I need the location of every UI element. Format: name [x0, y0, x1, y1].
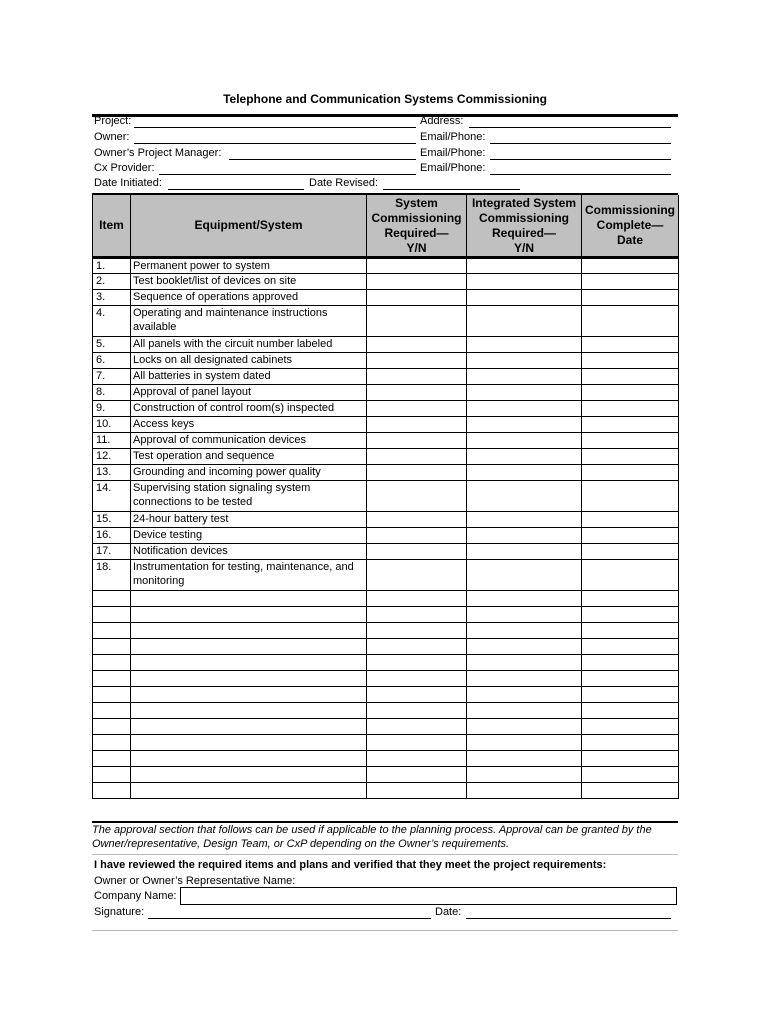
- blank-equipment-cell[interactable]: [131, 655, 367, 671]
- row-integrated-cx-cell[interactable]: [467, 385, 582, 401]
- blank-integrated-cx-cell[interactable]: [467, 703, 582, 719]
- blank-integrated-cx-cell[interactable]: [467, 591, 582, 607]
- row-complete-cell[interactable]: [582, 560, 679, 591]
- blank-row: [93, 639, 679, 655]
- table-row: [93, 512, 679, 528]
- row-complete-cell[interactable]: [582, 481, 679, 512]
- cx-email-label: Email/Phone:: [420, 162, 486, 174]
- blank-complete-cell[interactable]: [582, 767, 679, 783]
- row-number: 14.: [93, 481, 131, 512]
- blank-row: [93, 719, 679, 735]
- table-row: [93, 401, 679, 417]
- table-row: [93, 560, 679, 591]
- col-integrated-cx-header: [467, 195, 582, 258]
- table-row: [93, 353, 679, 369]
- opm-field[interactable]: [229, 159, 416, 160]
- header-line: Y/N: [513, 240, 534, 255]
- table-row: [93, 337, 679, 353]
- row-system-cx-cell[interactable]: [367, 433, 467, 449]
- signature-label: Signature:: [94, 906, 145, 918]
- table-row: [93, 544, 679, 560]
- blank-row: [93, 703, 679, 719]
- row-integrated-cx-cell[interactable]: [467, 433, 582, 449]
- note-rule: [92, 854, 678, 855]
- row-complete-cell[interactable]: [582, 369, 679, 385]
- blank-equipment-cell[interactable]: [131, 703, 367, 719]
- row-equipment: All batteries in system dated: [131, 369, 367, 385]
- row-equipment: 24-hour battery test: [131, 512, 367, 528]
- row-number: 10.: [93, 417, 131, 433]
- row-equipment: Device testing: [131, 528, 367, 544]
- row-integrated-cx-cell[interactable]: [467, 449, 582, 465]
- row-complete-cell[interactable]: [582, 258, 679, 274]
- row-integrated-cx-cell[interactable]: [467, 512, 582, 528]
- blank-complete-cell[interactable]: [582, 703, 679, 719]
- approval-note: The approval section that follows can be used if applicable to the planning process. Approval can be granted by the Owner/representative, Design Team, or CxP depending on the Owner’s requirements.: [92, 824, 652, 850]
- col-system-cx-header: [367, 195, 467, 258]
- blank-system-cx-cell[interactable]: [367, 735, 467, 751]
- row-equipment: All panels with the circuit number labeled: [131, 337, 367, 353]
- row-system-cx-cell[interactable]: [367, 417, 467, 433]
- row-system-cx-cell[interactable]: [367, 512, 467, 528]
- owner-field[interactable]: [134, 143, 416, 144]
- blank-system-cx-cell[interactable]: [367, 783, 467, 799]
- header-line: System: [395, 195, 438, 210]
- header-line: Integrated System: [471, 195, 577, 210]
- signature-field[interactable]: [148, 918, 431, 919]
- cx-field[interactable]: [159, 174, 416, 175]
- table-row: [93, 274, 679, 290]
- header-line: Commissioning: [478, 210, 569, 225]
- blank-equipment-cell[interactable]: [131, 767, 367, 783]
- row-equipment: Notification devices: [131, 544, 367, 560]
- blank-integrated-cx-cell[interactable]: [467, 783, 582, 799]
- blank-complete-cell[interactable]: [582, 719, 679, 735]
- blank-row: [93, 671, 679, 687]
- table-row: [93, 417, 679, 433]
- blank-number-cell[interactable]: [93, 687, 131, 703]
- row-equipment: Test booklet/list of devices on site: [131, 274, 367, 290]
- row-integrated-cx-cell[interactable]: [467, 337, 582, 353]
- header-line: Commissioning: [371, 210, 462, 225]
- blank-integrated-cx-cell[interactable]: [467, 671, 582, 687]
- row-system-cx-cell[interactable]: [367, 465, 467, 481]
- blank-equipment-cell[interactable]: [131, 639, 367, 655]
- row-number: 18.: [93, 560, 131, 591]
- row-number: 16.: [93, 528, 131, 544]
- row-equipment: Locks on all designated cabinets: [131, 353, 367, 369]
- blank-row: [93, 767, 679, 783]
- blank-integrated-cx-cell[interactable]: [467, 607, 582, 623]
- row-number: 11.: [93, 433, 131, 449]
- row-number: 3.: [93, 290, 131, 306]
- opm-email-field[interactable]: [490, 159, 671, 160]
- blank-equipment-cell[interactable]: [131, 687, 367, 703]
- row-number: 6.: [93, 353, 131, 369]
- row-equipment: Construction of control room(s) inspected: [131, 401, 367, 417]
- blank-complete-cell[interactable]: [582, 671, 679, 687]
- row-integrated-cx-cell[interactable]: [467, 401, 582, 417]
- company-field[interactable]: [180, 887, 677, 905]
- blank-number-cell[interactable]: [93, 703, 131, 719]
- row-system-cx-cell[interactable]: [367, 290, 467, 306]
- row-equipment: Approval of communication devices: [131, 433, 367, 449]
- row-complete-cell[interactable]: [582, 512, 679, 528]
- blank-equipment-cell[interactable]: [131, 735, 367, 751]
- row-system-cx-cell[interactable]: [367, 449, 467, 465]
- row-integrated-cx-cell[interactable]: [467, 290, 582, 306]
- row-number: 8.: [93, 385, 131, 401]
- row-integrated-cx-cell[interactable]: [467, 353, 582, 369]
- rep-name-label: Owner or Owner’s Representative Name:: [94, 875, 296, 887]
- row-integrated-cx-cell[interactable]: [467, 417, 582, 433]
- blank-equipment-cell[interactable]: [131, 751, 367, 767]
- row-number: 9.: [93, 401, 131, 417]
- row-integrated-cx-cell[interactable]: [467, 560, 582, 591]
- row-integrated-cx-cell[interactable]: [467, 528, 582, 544]
- blank-system-cx-cell[interactable]: [367, 623, 467, 639]
- approval-statement: I have reviewed the required items and plans and verified that they meet the project requirements:: [94, 859, 607, 871]
- blank-system-cx-cell[interactable]: [367, 671, 467, 687]
- blank-integrated-cx-cell[interactable]: [467, 687, 582, 703]
- blank-complete-cell[interactable]: [582, 687, 679, 703]
- owner-email-field[interactable]: [490, 143, 671, 144]
- row-equipment: Permanent power to system: [131, 258, 367, 274]
- blank-row: [93, 623, 679, 639]
- row-number: 2.: [93, 274, 131, 290]
- blank-row: [93, 751, 679, 767]
- blank-system-cx-cell[interactable]: [367, 703, 467, 719]
- address-field[interactable]: [469, 127, 671, 128]
- row-number: 1.: [93, 258, 131, 274]
- row-number: 4.: [93, 306, 131, 337]
- blank-row: [93, 783, 679, 799]
- blank-number-cell[interactable]: [93, 671, 131, 687]
- row-complete-cell[interactable]: [582, 433, 679, 449]
- row-complete-cell[interactable]: [582, 306, 679, 337]
- cx-label: Cx Provider:: [94, 162, 155, 174]
- bottom-rule: [92, 930, 678, 931]
- blank-system-cx-cell[interactable]: [367, 655, 467, 671]
- row-equipment: Test operation and sequence: [131, 449, 367, 465]
- row-system-cx-cell[interactable]: [367, 544, 467, 560]
- blank-system-cx-cell[interactable]: [367, 607, 467, 623]
- row-system-cx-cell[interactable]: [367, 353, 467, 369]
- commissioning-table: [92, 195, 679, 799]
- row-complete-cell[interactable]: [582, 544, 679, 560]
- date-revised-label: Date Revised:: [309, 177, 379, 189]
- blank-complete-cell[interactable]: [582, 623, 679, 639]
- blank-system-cx-cell[interactable]: [367, 751, 467, 767]
- date-field[interactable]: [466, 918, 671, 919]
- blank-complete-cell[interactable]: [582, 655, 679, 671]
- blank-number-cell[interactable]: [93, 751, 131, 767]
- opm-email-label: Email/Phone:: [420, 147, 486, 159]
- blank-system-cx-cell[interactable]: [367, 687, 467, 703]
- row-equipment: Approval of panel layout: [131, 385, 367, 401]
- row-equipment: Supervising station signaling system connections to be tested: [131, 481, 367, 512]
- row-equipment: Sequence of operations approved: [131, 290, 367, 306]
- row-complete-cell[interactable]: [582, 274, 679, 290]
- project-label: Project:: [94, 115, 132, 127]
- blank-complete-cell[interactable]: [582, 639, 679, 655]
- date-initiated-label: Date Initiated:: [94, 177, 162, 189]
- row-complete-cell[interactable]: [582, 290, 679, 306]
- row-equipment: Access keys: [131, 417, 367, 433]
- row-complete-cell[interactable]: [582, 337, 679, 353]
- blank-complete-cell[interactable]: [582, 607, 679, 623]
- owner-label: Owner:: [94, 131, 130, 143]
- blank-integrated-cx-cell[interactable]: [467, 623, 582, 639]
- row-system-cx-cell[interactable]: [367, 274, 467, 290]
- blank-row: [93, 655, 679, 671]
- table-row: [93, 465, 679, 481]
- header-line: Required—: [384, 225, 449, 240]
- blank-integrated-cx-cell[interactable]: [467, 655, 582, 671]
- row-system-cx-cell[interactable]: [367, 306, 467, 337]
- blank-integrated-cx-cell[interactable]: [467, 751, 582, 767]
- table-row: [93, 433, 679, 449]
- table-row: [93, 481, 679, 512]
- row-integrated-cx-cell[interactable]: [467, 258, 582, 274]
- row-integrated-cx-cell[interactable]: [467, 306, 582, 337]
- blank-number-cell[interactable]: [93, 783, 131, 799]
- address-label: Address:: [420, 115, 464, 127]
- blank-complete-cell[interactable]: [582, 783, 679, 799]
- row-equipment: Instrumentation for testing, maintenance, and monitoring: [131, 560, 367, 591]
- company-label: Company Name:: [94, 890, 177, 902]
- row-complete-cell[interactable]: [582, 353, 679, 369]
- blank-equipment-cell[interactable]: [131, 671, 367, 687]
- blank-integrated-cx-cell[interactable]: [467, 735, 582, 751]
- header-line: Complete—: [596, 218, 664, 232]
- blank-number-cell[interactable]: [93, 639, 131, 655]
- row-number: 15.: [93, 512, 131, 528]
- header-line: Commissioning: [584, 203, 675, 217]
- date-initiated-field[interactable]: [168, 189, 304, 190]
- row-system-cx-cell[interactable]: [367, 481, 467, 512]
- row-system-cx-cell[interactable]: [367, 401, 467, 417]
- blank-system-cx-cell[interactable]: [367, 719, 467, 735]
- blank-row: [93, 687, 679, 703]
- blank-system-cx-cell[interactable]: [367, 591, 467, 607]
- row-complete-cell[interactable]: [582, 465, 679, 481]
- blank-number-cell[interactable]: [93, 591, 131, 607]
- blank-equipment-cell[interactable]: [131, 591, 367, 607]
- blank-equipment-cell[interactable]: [131, 783, 367, 799]
- row-system-cx-cell[interactable]: [367, 258, 467, 274]
- table-row: [93, 369, 679, 385]
- title-rule: [92, 114, 678, 117]
- table-row: [93, 258, 679, 274]
- blank-complete-cell[interactable]: [582, 735, 679, 751]
- cx-email-field[interactable]: [490, 174, 671, 175]
- blank-complete-cell[interactable]: [582, 751, 679, 767]
- col-item-header: Item: [93, 195, 131, 258]
- owner-email-label: Email/Phone:: [420, 131, 486, 143]
- date-label: Date:: [435, 906, 462, 918]
- project-field[interactable]: [134, 127, 416, 128]
- blank-row: [93, 735, 679, 751]
- header-line: Y/N: [406, 240, 427, 255]
- row-complete-cell[interactable]: [582, 528, 679, 544]
- row-system-cx-cell[interactable]: [367, 369, 467, 385]
- blank-number-cell[interactable]: [93, 623, 131, 639]
- row-number: 12.: [93, 449, 131, 465]
- blank-number-cell[interactable]: [93, 735, 131, 751]
- blank-equipment-cell[interactable]: [131, 623, 367, 639]
- col-complete-header: [582, 195, 679, 258]
- row-integrated-cx-cell[interactable]: [467, 481, 582, 512]
- row-integrated-cx-cell[interactable]: [467, 369, 582, 385]
- row-system-cx-cell[interactable]: [367, 528, 467, 544]
- table-row: [93, 306, 679, 337]
- blank-number-cell[interactable]: [93, 767, 131, 783]
- row-integrated-cx-cell[interactable]: [467, 544, 582, 560]
- row-complete-cell[interactable]: [582, 401, 679, 417]
- blank-integrated-cx-cell[interactable]: [467, 719, 582, 735]
- row-system-cx-cell[interactable]: [367, 337, 467, 353]
- blank-number-cell[interactable]: [93, 719, 131, 735]
- row-system-cx-cell[interactable]: [367, 385, 467, 401]
- row-number: 13.: [93, 465, 131, 481]
- header-line: Required—: [491, 225, 556, 240]
- blank-equipment-cell[interactable]: [131, 607, 367, 623]
- row-integrated-cx-cell[interactable]: [467, 465, 582, 481]
- row-integrated-cx-cell[interactable]: [467, 274, 582, 290]
- table-row: [93, 385, 679, 401]
- blank-integrated-cx-cell[interactable]: [467, 767, 582, 783]
- row-system-cx-cell[interactable]: [367, 560, 467, 591]
- table-row: [93, 290, 679, 306]
- blank-row: [93, 607, 679, 623]
- blank-row: [93, 591, 679, 607]
- row-number: 5.: [93, 337, 131, 353]
- blank-system-cx-cell[interactable]: [367, 639, 467, 655]
- row-complete-cell[interactable]: [582, 385, 679, 401]
- row-equipment: Grounding and incoming power quality: [131, 465, 367, 481]
- table-row: [93, 528, 679, 544]
- form-title: Telephone and Communication Systems Commissioning: [223, 92, 547, 106]
- row-equipment: Operating and maintenance instructions available: [131, 306, 367, 337]
- header-line: Date: [616, 233, 643, 247]
- table-row: [93, 449, 679, 465]
- blank-system-cx-cell[interactable]: [367, 767, 467, 783]
- blank-number-cell[interactable]: [93, 607, 131, 623]
- row-complete-cell[interactable]: [582, 417, 679, 433]
- blank-integrated-cx-cell[interactable]: [467, 639, 582, 655]
- date-revised-field[interactable]: [383, 189, 520, 190]
- col-equipment-header: Equipment/System: [131, 195, 367, 258]
- opm-label: Owner’s Project Manager:: [94, 147, 222, 159]
- row-complete-cell[interactable]: [582, 449, 679, 465]
- blank-number-cell[interactable]: [93, 655, 131, 671]
- row-number: 7.: [93, 369, 131, 385]
- row-number: 17.: [93, 544, 131, 560]
- blank-complete-cell[interactable]: [582, 591, 679, 607]
- blank-equipment-cell[interactable]: [131, 719, 367, 735]
